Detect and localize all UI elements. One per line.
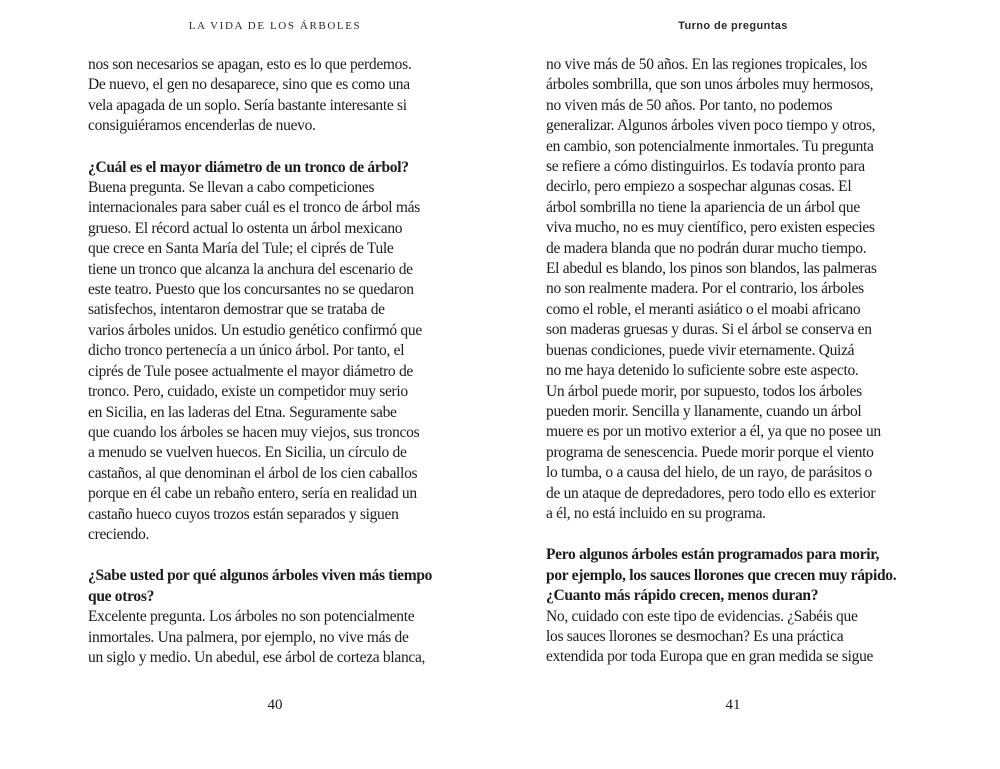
paragraph: [88, 55, 464, 137]
text-line: ¿Sabe usted por qué algunos árboles viven más tiempo: [88, 567, 433, 585]
text-line: inmortales. Una palmera, por ejemplo, no vive más de: [88, 628, 409, 646]
text-line: programa de senescencia. Puede morir porque el viento: [546, 443, 874, 461]
paragraph: [546, 607, 922, 668]
text-line: castaños, al que denominan el árbol de los cien caballos: [88, 464, 418, 482]
text-line: los sauces llorones se desmochan? Es una práctica: [546, 627, 844, 645]
page-body-left: [88, 55, 464, 668]
text-line: grueso. El récord actual lo ostenta un árbol mexicano: [88, 219, 403, 237]
text-line: extendida por toda Europa que en gran medida se sigue: [546, 648, 874, 666]
text-line: tiene un tronco que alcanza la anchura del escenario de: [88, 260, 413, 278]
text-line: no me haya detenido lo suficiente sobre este aspecto.: [546, 362, 859, 380]
text-line: buenas condiciones, puede vivir eternamente. Quizá: [546, 341, 855, 359]
text-line: porque en él cabe un rebaño entero, sería en realidad un: [88, 485, 417, 503]
text-line: que otros?: [88, 587, 155, 605]
page-body-right: [546, 55, 922, 668]
text-line: lo tumba, o a causa del hielo, de un rayo, de parásitos o: [546, 464, 872, 482]
text-line: nos son necesarios se apagan, esto es lo que perdemos.: [88, 56, 412, 73]
page-number-right: 41: [725, 697, 741, 713]
text-line: generalizar. Algunos árboles viven poco tiempo y otros,: [546, 117, 876, 135]
text-line: a él, no está incluido en su programa.: [546, 504, 766, 522]
text-line: tronco. Pero, cuidado, existe un competidor muy serio: [88, 383, 408, 401]
paragraph: [546, 55, 922, 524]
text-line: un siglo y medio. Un abedul, ese árbol de corteza blanca,: [88, 648, 426, 666]
text-line: pueden morir. Sencilla y llanamente, cuando un árbol: [546, 402, 862, 420]
page-left: [86, 0, 464, 769]
page-number-left: 40: [267, 697, 283, 713]
text-line: creciendo.: [88, 525, 150, 543]
text-line: No, cuidado con este tipo de evidencias. ¿Sabéis que: [546, 607, 858, 625]
text-line: no vive más de 50 años. En las regiones tropicales, los: [546, 56, 867, 73]
text-line: árbol sombrilla no tiene la apariencia de un árbol que: [546, 198, 860, 216]
text-line: de madera blanda que no podrán durar mucho tiempo.: [546, 239, 867, 257]
text-line: son maderas gruesas y duras. Si el árbol se conserva en: [546, 321, 872, 339]
text-line: de un ataque de depredadores, pero todo ello es exterior: [546, 484, 876, 502]
question-heading: [546, 545, 922, 606]
text-line: como el roble, el meranti asiático o el moabi africano: [546, 300, 861, 318]
text-line: internacionales para saber cuál es el tronco de árbol más: [88, 199, 420, 217]
paragraph: [88, 607, 464, 668]
text-line: ¿Cuanto más rápido crecen, menos duran?: [546, 587, 819, 605]
text-line: no viven más de 50 años. Por tanto, no podemos: [546, 96, 833, 114]
text-line: se refiere a cómo distinguirlos. Es todavía pronto para: [546, 158, 865, 176]
text-line: Un árbol puede morir, por supuesto, todos los árboles: [546, 382, 862, 400]
running-header-left: LA VIDA DE LOS ÁRBOLES: [188, 20, 362, 32]
question-heading: [88, 566, 464, 607]
text-line: árboles sombrilla, que son unos árboles muy hermosos,: [546, 76, 874, 94]
question-heading: [88, 158, 464, 178]
text-line: consiguiéramos encenderlas de nuevo.: [88, 117, 316, 135]
text-line: muere es por un motivo exterior a él, ya que no posee un: [546, 423, 881, 441]
paragraph: [88, 178, 464, 545]
text-line: castaño hueco cuyos trozos están separados y siguen: [88, 505, 399, 523]
text-line: por ejemplo, los sauces llorones que crecen muy rápido.: [546, 566, 897, 584]
text-line: este teatro. Puesto que los concursantes no se quedaron: [88, 281, 414, 299]
text-line: a menudo se vuelven huecos. En Sicilia, un círculo de: [88, 444, 407, 462]
text-line: satisfechos, intentaron demostrar que se trataba de: [88, 301, 385, 319]
page-right: [544, 0, 922, 769]
text-line: vela apagada de un soplo. Sería bastante interesante si: [88, 96, 407, 114]
text-line: dicho tronco pertenecía a un único árbol. Por tanto, el: [88, 342, 405, 360]
running-header-right: Turno de preguntas: [678, 20, 788, 32]
text-line: De nuevo, el gen no desaparece, sino que es como una: [88, 76, 410, 94]
text-line: en Sicilia, en las laderas del Etna. Seguramente sabe: [88, 403, 397, 421]
text-line: que crece en Santa María del Tule; el ciprés de Tule: [88, 240, 394, 258]
text-line: ¿Cuál es el mayor diámetro de un tronco de árbol?: [88, 158, 409, 176]
text-line: Buena pregunta. Se llevan a cabo competiciones: [88, 179, 375, 197]
text-line: no son realmente madera. Por el contrario, los árboles: [546, 280, 864, 298]
text-line: viva mucho, no es muy científico, pero existen especies: [546, 219, 875, 237]
text-line: en cambio, son potencialmente inmortales. Tu pregunta: [546, 137, 874, 155]
text-line: varios árboles unidos. Un estudio genético confirmó que: [88, 321, 422, 339]
text-line: ciprés de Tule posee actualmente el mayor diámetro de: [88, 362, 413, 380]
text-line: decirlo, pero empiezo a sospechar algunas cosas. El: [546, 178, 852, 196]
text-line: El abedul es blando, los pinos son blandos, las palmeras: [546, 260, 877, 278]
text-line: Excelente pregunta. Los árboles no son potencialmente: [88, 608, 415, 626]
text-line: que cuando los árboles se hacen muy viejos, sus troncos: [88, 423, 420, 441]
text-line: Pero algunos árboles están programados para morir,: [546, 546, 880, 564]
